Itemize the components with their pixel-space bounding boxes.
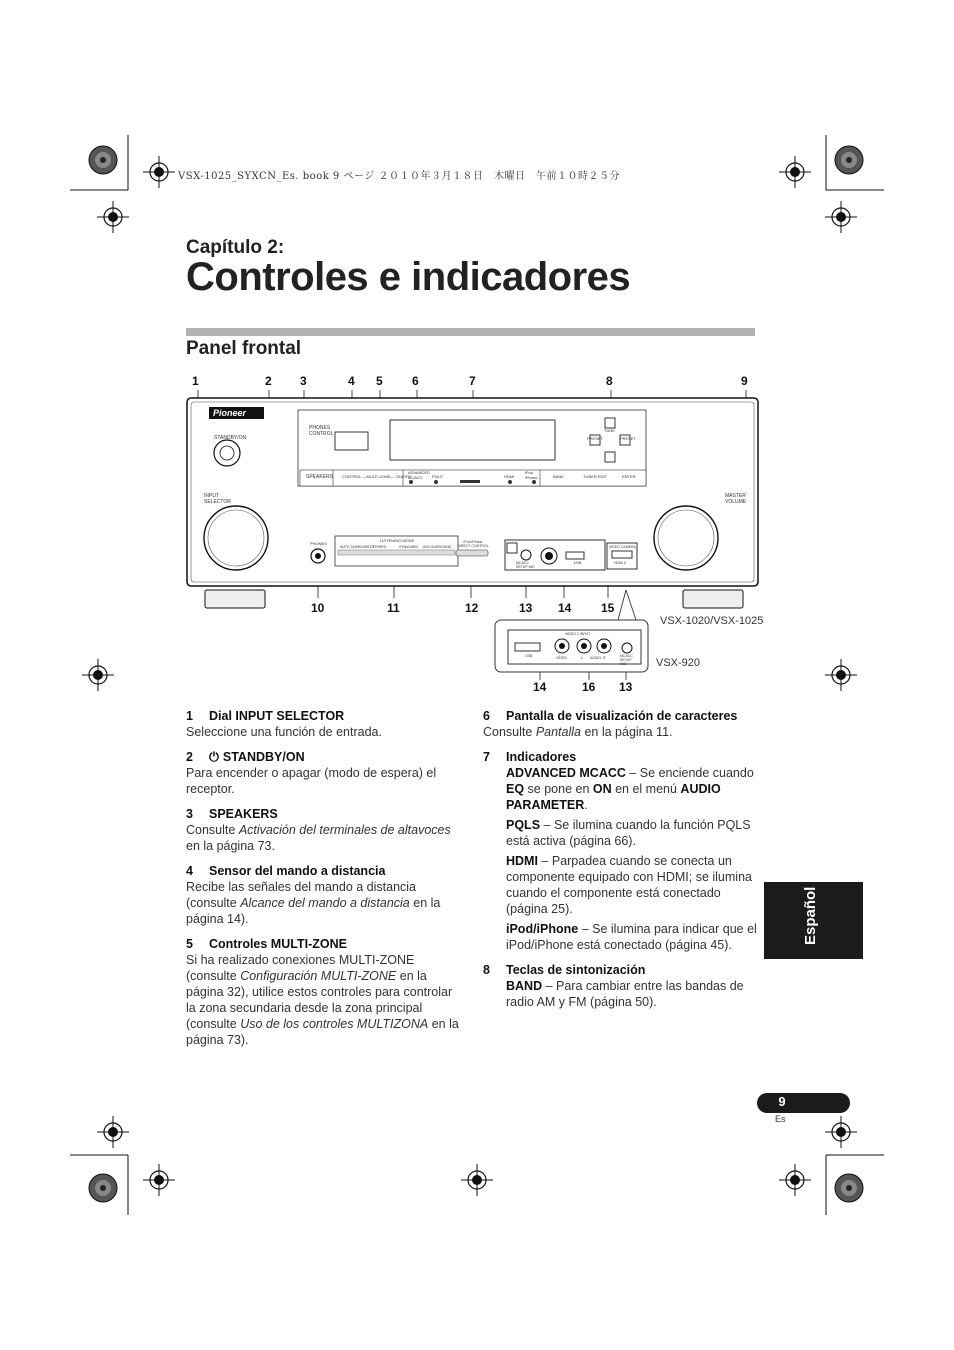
- item-number: 1: [186, 709, 193, 723]
- lm-adv-surround: ADV SURROUND: [423, 545, 452, 549]
- enter-button: ENTER: [622, 474, 636, 479]
- input-selector-label: INPUT SELECTOR: [204, 493, 231, 505]
- starburst-mark: [89, 1174, 117, 1202]
- ipod-direct-label: iPod iPhone DIRECT CONTROL: [457, 540, 489, 548]
- item-number: 2: [186, 750, 193, 764]
- multizone-label: CONTROL —MULTI-ZONE— ON/OFF: [342, 474, 411, 479]
- item-number: 4: [186, 864, 193, 878]
- item-text: Seleccione una función de entrada.: [186, 725, 382, 739]
- callout-10: 10: [311, 601, 325, 615]
- inset-video-jack: VIDEO: [556, 656, 567, 660]
- indicator-pqls: PQLS: [432, 474, 443, 479]
- callout-3: 3: [300, 374, 307, 388]
- item-text: Consulte Activación del terminales de altavoces en la página 73.: [186, 823, 451, 853]
- crosshair-mark: [779, 1164, 811, 1196]
- callout-4: 4: [348, 374, 355, 388]
- phones-control-label: PHONES CONTROL: [309, 425, 334, 437]
- inset-l-jack: L: [581, 656, 583, 660]
- item-heading: Controles MULTI-ZONE: [209, 937, 347, 951]
- callout-2: 2: [265, 374, 272, 388]
- indicator-pqls-desc: PQLS – Se ilumina cuando la función PQLS está activa (página 66).: [506, 818, 751, 848]
- indicator-ipod: iPod iPhone: [525, 470, 538, 480]
- callout-inset-14: 14: [533, 680, 547, 694]
- callout-13: 13: [519, 601, 533, 615]
- starburst-mark: [835, 1174, 863, 1202]
- desc-item-8: [483, 962, 758, 1010]
- chapter-label: Capítulo 2:: [186, 237, 285, 258]
- desc-item-4: [186, 863, 461, 927]
- item-number: 8: [483, 963, 490, 977]
- language-tab-label: Español: [802, 886, 819, 945]
- item-text: Consulte Pantalla en la página 11.: [483, 725, 673, 739]
- callout-15: 15: [601, 601, 615, 615]
- callout-9: 9: [741, 374, 748, 388]
- tune-label: TUNE: [604, 428, 615, 433]
- callout-6: 6: [412, 374, 419, 388]
- item-number: 7: [483, 750, 490, 764]
- phones-label: PHONES: [310, 541, 327, 546]
- mcacc-mic-label: MCACC SETUP MIC: [516, 561, 535, 569]
- usb-label: USB: [574, 561, 582, 565]
- indicator-advanced-mcacc: ADVANCED MCACC: [408, 470, 430, 480]
- crosshair-mark: [143, 1164, 175, 1196]
- callout-11: 11: [387, 601, 400, 615]
- item-number: 3: [186, 807, 193, 821]
- item-heading: STANDBY/ON: [222, 750, 305, 764]
- item-text: Para encender o apagar (modo de espera) el receptor.: [186, 766, 437, 796]
- desc-item-1: [186, 708, 461, 740]
- page-number: 9: [778, 1094, 786, 1109]
- inset-video-input-label: VIDEO 2 INPUT: [565, 632, 591, 636]
- indicator-advanced-mcacc-desc: ADVANCED MCACC – Se enciende cuando EQ se pone en ON en el menú AUDIO PARAMETER.: [506, 766, 754, 812]
- standby-label: STANDBY/ON: [214, 435, 247, 441]
- model-label-inset: VSX-920: [656, 657, 701, 669]
- callout-12: 12: [465, 601, 479, 615]
- page-title: Controles e indicadores: [186, 255, 631, 299]
- lm-stereo: STEREO: [372, 545, 387, 549]
- inset-audio-label: AUDIO: [590, 656, 602, 660]
- item-heading: Dial INPUT SELECTOR: [209, 709, 345, 723]
- video-camera-label: VIDEO CAMERA: [609, 545, 636, 549]
- inset-mic-label: MCACC SETUP MIC: [620, 654, 633, 666]
- language-side-tab: [764, 882, 863, 959]
- item-heading: SPEAKERS: [209, 807, 278, 821]
- power-icon: ⏻: [209, 750, 219, 764]
- lm-standard: STANDARD: [399, 545, 418, 549]
- indicator-hdmi-desc: HDMI – Parpadea cuando se conecta un componente equipado con HDMI; se ilumina cuando el componente está conectado (página 25).: [506, 854, 752, 916]
- desc-item-7: [483, 749, 758, 953]
- model-label-main: VSX-1020/VSX-1025: [660, 615, 764, 627]
- callout-14: 14: [558, 601, 572, 615]
- crosshair-mark: [461, 1164, 493, 1196]
- item-number: 6: [483, 709, 490, 723]
- item-heading: Pantalla de visualización de caracteres: [506, 709, 738, 723]
- band-button: BAND: [553, 474, 565, 479]
- callout-inset-16: 16: [582, 680, 596, 694]
- indicator-ipod-desc: iPod/iPhone – Se ilumina para indicar que el iPod/iPhone está conectado (página 45).: [506, 922, 757, 952]
- desc-item-3: [186, 806, 461, 854]
- listening-mode-label: LISTENING MODE: [380, 538, 415, 543]
- item-heading: Indicadores: [506, 750, 577, 764]
- pioneer-logo: Pioneer: [213, 408, 247, 418]
- item-heading: Teclas de sintonización: [506, 963, 646, 977]
- preset-right-label: PRESET: [620, 436, 637, 441]
- item-heading: Sensor del mando a distancia: [209, 864, 386, 878]
- item-text: Recibe las señales del mando a distancia (consulte Alcance del mando a distancia en la página 14).: [186, 880, 441, 926]
- item-number: 5: [186, 937, 193, 951]
- lm-auto-surr: AUTO SURR/DIRECT: [340, 545, 375, 549]
- speakers-label: SPEAKERS: [306, 474, 333, 480]
- print-header: VSX-1025_SYXCN_Es. book 9 ページ ２０１０年３月１８日 木曜日 午前１０時２５分: [178, 171, 620, 182]
- callout-8: 8: [606, 374, 613, 388]
- item-text: BAND – Para cambiar entre las bandas de radio AM y FM (página 50).: [506, 979, 744, 1009]
- right-column: [483, 708, 758, 1019]
- page-language-code: Es: [775, 1114, 786, 1124]
- hdmi5-label: HDMI 5: [614, 561, 626, 565]
- section-heading: Panel frontal: [186, 338, 302, 359]
- desc-item-6: [483, 708, 758, 740]
- indicator-hdmi: HDMI: [504, 474, 515, 479]
- callout-5: 5: [376, 374, 383, 388]
- tuner-edit-button: TUNER EDIT: [583, 474, 607, 479]
- left-column: [186, 708, 461, 1057]
- item-text: Si ha realizado conexiones MULTI-ZONE (consulte Configuración MULTI-ZONE en la página 32), utilice estos controles para controlar la zona secundaria desde la zona principal (consulte Uso de los controles MULTIZONA en la página 73).: [186, 953, 459, 1047]
- master-volume-label: MASTER VOLUME: [725, 493, 747, 505]
- callout-inset-13: 13: [619, 680, 633, 694]
- desc-item-5: [186, 936, 461, 1048]
- inset-usb-label: USB: [525, 654, 533, 658]
- callout-1: 1: [192, 374, 199, 388]
- preset-left-label: PRESET: [587, 436, 604, 441]
- crosshair-mark: [97, 1116, 129, 1148]
- crosshair-mark: [825, 1116, 857, 1148]
- callout-7: 7: [469, 374, 476, 388]
- desc-item-2: [186, 749, 461, 797]
- inset-r-jack: R: [603, 656, 606, 660]
